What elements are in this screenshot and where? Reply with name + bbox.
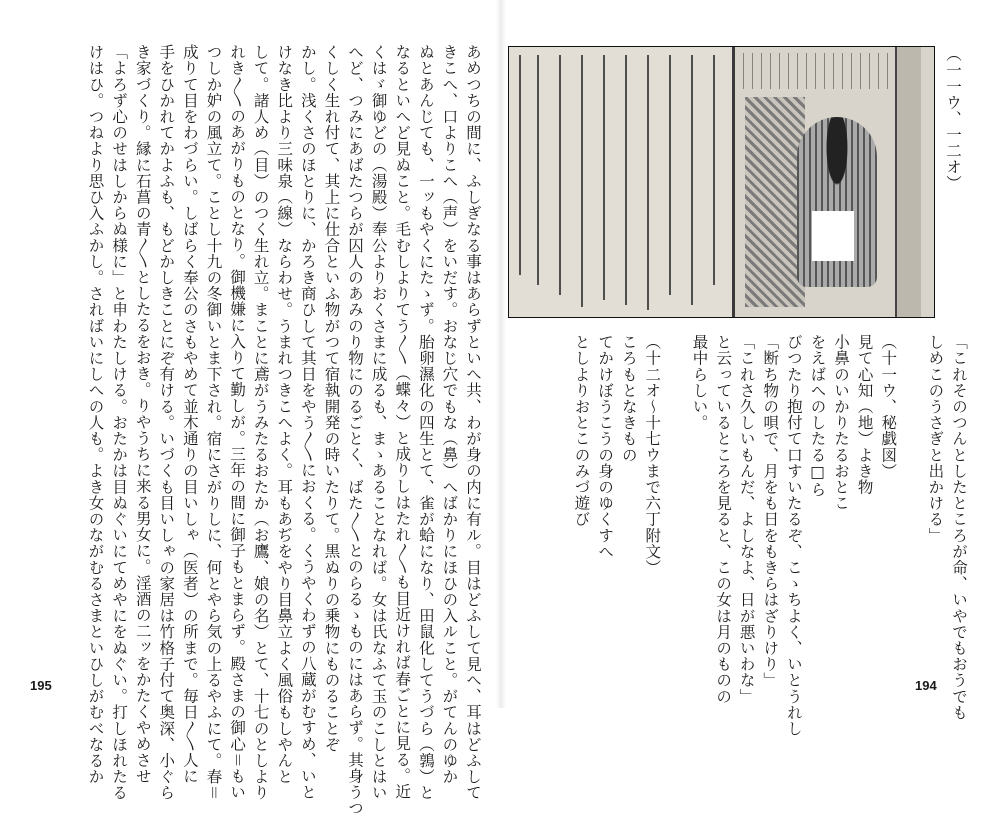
text-line: つしか妒の風立て。ことし十九の冬御いとま下され。宿にさがりしに、何とやら気の上るやふにて。春＝ xyxy=(204,44,223,801)
text-line: 見て心知（地）よき物 xyxy=(855,334,874,495)
lattice-screen xyxy=(745,97,805,307)
text-line: 「これそのつんとしたところが命、いやでもおうでも xyxy=(950,334,968,721)
right-page-number: 194 xyxy=(915,678,937,693)
section-heading: （一一ウ、一二オ） xyxy=(944,46,962,191)
text-line: きこへ、口よりこへ（声）をいだす。おなじ穴でもな（鼻）へばかりにほひの入ルこと。がてんのゆか xyxy=(440,44,459,785)
text-line: 「よろず心のせはしからぬ様に」と申わたしける。おたかは目ぬぐいにてめやにをぬぐい。打しほれたる xyxy=(110,44,129,801)
text-line: くしく生れ付て、其上に仕合といふ物がつて宿執開発の時いたりて。黒ぬりの乗物にものることぞ xyxy=(322,44,341,753)
text-line: ぬとあんじても、一ッもやくにたゝず。胎卵濕化の四生とて、雀が蛤になり、田鼠化してうづら（鶉）と xyxy=(416,44,435,801)
text-line: れき〳〵のあがりものとなり。御機嫌に入りて勤しが。三年の間に御子もとまらず。殿さまの御心＝もい xyxy=(228,44,247,801)
text-line: （十二オ～十七ウまで六丁附文） xyxy=(643,334,662,576)
couple-figures xyxy=(797,117,877,287)
text-line: 成りて目をわづらい。しばらく奉公のさもやめて並木通りの目いしゃ（医者）の所まで。毎日〳〵人に xyxy=(180,44,199,784)
woodblock-illustration xyxy=(508,46,935,318)
text-line: としよりおとこのみづ遊び xyxy=(572,334,591,528)
illustration-figures xyxy=(735,47,934,317)
text-line: して。諸人め（目）のつく生れ立。まことに鳶がうみたるおたか（お鷹、娘の名）とて、十七のとしより xyxy=(251,44,270,801)
text-line: と云っているところを見ると、この女は月のものの xyxy=(714,334,733,705)
text-line: しめこのうさぎと出かける」 xyxy=(926,334,945,544)
text-line: けはひ。つねより思ひ入ふかし。さればいにしへの人も。よき女のながむるさまといひしがむべなるか xyxy=(86,44,105,785)
left-page-body xyxy=(83,44,484,816)
page-gutter xyxy=(496,0,506,708)
text-line: びつたり抱付て口すいたるぞ、こゝちよく、いとうれし xyxy=(784,334,803,737)
text-line: くはゞ御ゆどの（湯殿）奉公よりおくさまに成るも、まゝあることなれば。女は氏なふて玉のこしとはい xyxy=(369,44,388,801)
doorframe-pillar xyxy=(895,47,921,317)
text-line: なるといへど見ぬこと。毛むしよりてう〳〵（蝶々）と成りしはたれ〳〵も目近ければ春ごとに見る。近 xyxy=(393,44,412,800)
text-line xyxy=(663,334,687,664)
text-line: へど、つみにあばたつらが囚人のあみのり物にのるごとく、ばた〳〵とのらるゝものにはあらず。其身うつ xyxy=(346,44,365,816)
text-line: 最中らしい。 xyxy=(690,334,709,431)
text-line: をえばへのしたる□ら xyxy=(808,334,827,498)
illustration-inscription xyxy=(743,53,893,89)
text-line: てかけぼうこうの身のゆくすへ xyxy=(596,334,615,560)
left-page-number: 195 xyxy=(30,678,52,693)
text-line: （十一ウ、秘戯図） xyxy=(879,334,898,479)
text-line: ころもとなきもの xyxy=(619,334,638,463)
text-line: 手をひかれてかよふも、もどかしきことにぞ有ける。いづくも目いしゃの家居は竹格子付て奥深、小ぐら xyxy=(157,44,176,801)
text-line: 「断ち物の唄で、月をも日をもきらはざりけり」 xyxy=(761,334,780,689)
censor-block xyxy=(812,211,854,261)
text-line: あめつちの間に、ふしぎなる事はあらずといへ共、わが身の内に有ル。目はどふして見へ、耳はどふして xyxy=(464,44,482,801)
text-line: かし。浅くさのほとりに、かろき商ひして其日をやう〳〵におくる。くうやくわずの八蔵がむすめ、いと xyxy=(298,44,317,801)
text-line xyxy=(899,334,923,664)
text-line: き家づくり。縁に石菖の青〳〵としたるをおき。りやうちに来る男女に。淫酒の二ッをかたくやめさせ xyxy=(133,44,152,784)
text-line: 「これさ久しいもんだ、よしなよ、日が悪いわな」 xyxy=(737,334,756,705)
text-line: 小鼻のいかりたるおとこ xyxy=(832,334,851,512)
text-line: けなき比より三味泉（線）ならわせ。うまれつきこへよく。耳もあぢをやり目鼻立よく風俗もしやんと xyxy=(275,44,294,785)
illustration-script-panel xyxy=(509,47,732,317)
